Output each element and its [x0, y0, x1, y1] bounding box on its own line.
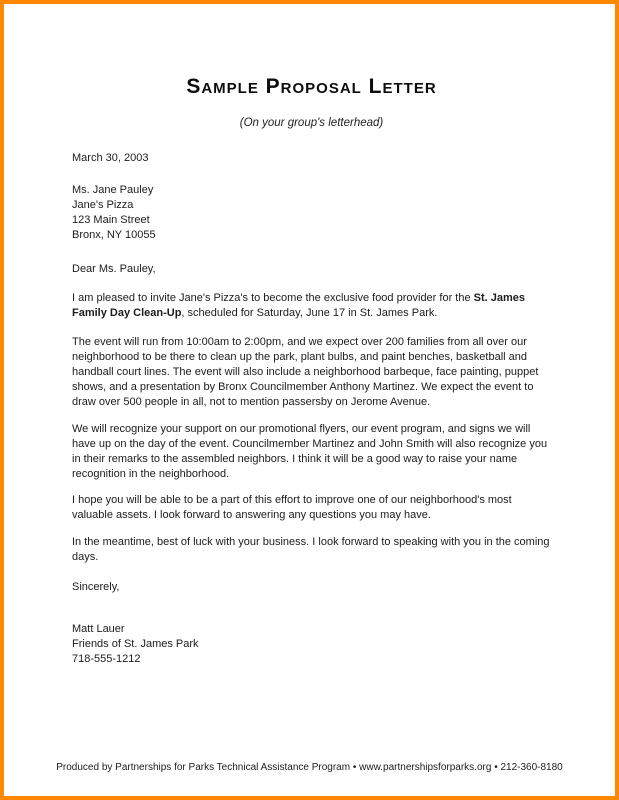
signature-organization: Friends of St. James Park	[72, 638, 199, 650]
salutation: Dear Ms. Pauley,	[72, 263, 156, 275]
recipient-street: 123 Main Street	[72, 214, 150, 226]
signature-phone: 718-555-1212	[72, 653, 141, 665]
letter-content	[4, 4, 615, 667]
closing: Sincerely,	[72, 581, 120, 593]
letter-subtitle: (On your group's letterhead)	[239, 117, 384, 129]
recipient-name: Ms. Jane Pauley	[72, 184, 154, 196]
paragraph-invitation-post: , scheduled for Saturday, June 17 in St. James Park.	[181, 307, 438, 319]
recipient-city: Bronx, NY 10055	[72, 229, 156, 241]
paragraph-recognition: We will recognize your support on our promotional flyers, our event program, and signs we will have up on the day of the event. Councilmember Martinez and John Smith will also recognize you in their remarks to the assembled neighbors. I think it will be a good way to raise your name recognition in the neighborhood.	[72, 423, 548, 480]
paragraph-event-details: The event will run from 10:00am to 2:00pm, and we expect over 200 families from all over our neighborhood to be there to clean up the park, plant bulbs, and paint benches, basketball and handball court lines. The event will also include a neighborhood barbeque, face painting, puppet shows, and a presentation by Bronx Councilmember Anthony Martinez. We expect the event to draw over 500 people in all, not to mention passersby on Jerome Avenue.	[72, 336, 539, 408]
paragraph-meantime: In the meantime, best of luck with your business. I look forward to speaking with you in the coming days.	[72, 536, 550, 563]
signature-name: Matt Lauer	[72, 623, 125, 635]
signature-block	[72, 622, 551, 667]
date-line: March 30, 2003	[72, 152, 149, 164]
letter-title: Sample Proposal Letter	[186, 75, 437, 98]
recipient-company: Jane's Pizza	[72, 199, 134, 211]
event-name: St. James Family Day Clean-Up	[72, 292, 526, 319]
paragraph-hope: I hope you will be able to be a part of this effort to improve one of our neighborhood's most valuable assets. I look forward to answering any questions you may have.	[72, 494, 512, 521]
paragraph-invitation	[72, 291, 551, 321]
paragraph-invitation-pre: I am pleased to invite Jane's Pizza's to become the exclusive food provider for the	[72, 292, 474, 304]
footer-text: Produced by Partnerships for Parks Technical Assistance Program • www.partnershipsforparks.org • 212-360-8180	[56, 762, 563, 773]
recipient-address	[72, 183, 551, 243]
